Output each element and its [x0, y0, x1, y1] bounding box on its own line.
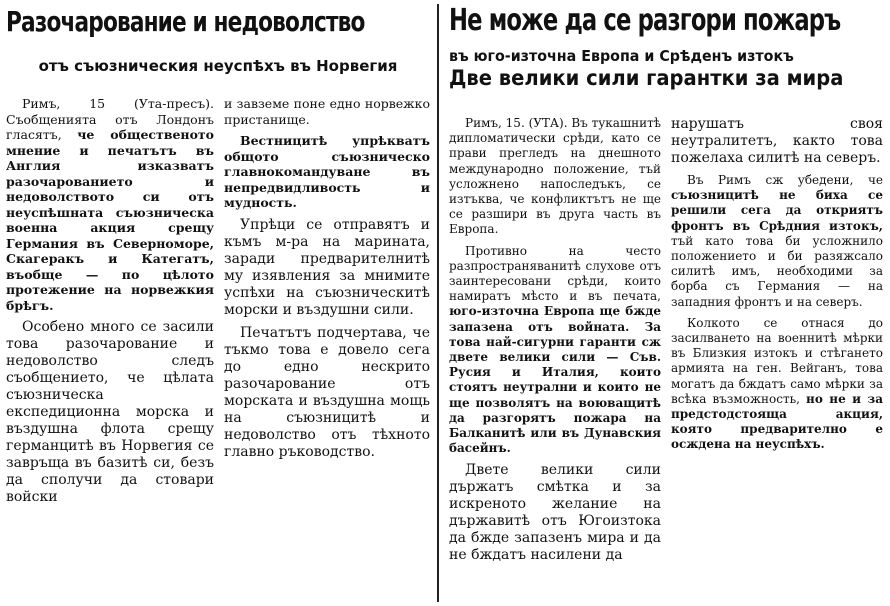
paragraph: Упрѣци се отправятъ и къмъ м-ра на марината, заради предварителнитѣ му изявления за мнимите успѣхи на съюзническитѣ морски и въздушни сили. [224, 216, 430, 318]
headline: Не може да се разгори пожаръ [449, 3, 841, 38]
text-column-2 [671, 116, 883, 564]
bold-text: че общественото мнение и печатътъ въ Англия изказватъ разочарованието и недоволството си отъ неуспѣшната съюзническа военна акция срещу Германия въ Северноморе, Скагеракъ и Категатъ, въобще — по цѣлото протежение на норвежкия брѣгъ. [6, 127, 214, 313]
text-column-1 [449, 116, 661, 564]
subheadline: отъ съюзническия неуспѣхъ въ Норвегия [38, 57, 398, 75]
article-body [6, 96, 430, 506]
bold-text: юго-източна Европа ще бжде запазена отъ войната. За това най-сигурни гаранти сж двете велики сили — Съв. Русия и Италия, които стоятъ неутрални и които не ще позволятъ на воюващитѣ да разгорятъ пожара на Балканитѣ или въ Дунавския басейнъ. [449, 304, 661, 456]
article-body [449, 116, 885, 564]
paragraph [671, 173, 883, 310]
paragraph [6, 96, 214, 313]
bold-text: но не и за предстодстояща акция, която предварително е осждена на неуспѣхъ. [671, 391, 883, 452]
subheadline-secondary: Две велики сили гарантки за мира [449, 65, 844, 90]
headline: Разочарование и недоволство [6, 5, 365, 38]
paragraph: Печатътъ подчертава, че тъкмо това е довело сега до едно нескрито разочарование отъ морската и въздушна мощь на съюзницитѣ и недоволство отъ тѣхното главно ръководство. [224, 324, 430, 460]
dateline-text: Римъ, 15 (Ута-пресъ). Съобщенията отъ Лондонъ гласятъ, [6, 96, 214, 142]
paragraph-text: Колкото се отнася до засилването на военнитѣ мѣрки въ Близкия изтокъ и стѣгането армията на ген. Вейганъ, това могатъ да бждатъ само мѣрки за всѣка възможность, [671, 315, 883, 406]
bold-text: съюзницитѣ не биха се решили сега да откриятъ фронтъ въ Срѣдния изтокъ, [671, 188, 883, 233]
article-disappointment [6, 0, 430, 505]
paragraph-text: Противно на често разпространяванитѣ слухове отъ заинтересовани срѣди, които намиратъ мѣсто и въ печата, [449, 243, 661, 304]
bold-paragraph: Вестницитѣ упрѣкватъ общото съюзническо главнокомандуване въ непредвидливость и мудность. [224, 133, 430, 210]
text-column-1 [6, 96, 214, 506]
paragraph: нарушатъ своя неутралитетъ, както това пожелаха силитѣ на северъ. [671, 116, 883, 166]
article-no-fire [449, 0, 885, 564]
paragraph: Двете велики сили държатъ смѣтка и за искреното желание на държавитѣ отъ Югоизтока да бжде запазенъ мира и да не бждатъ насилени да [449, 462, 661, 564]
column-divider [437, 4, 439, 602]
paragraph: Особено много се засили това разочарование и недоволство следъ съобщението, че цѣлата съюзническа експедиционна морска и въздушна флота срещу германцитѣ въ Норвегия се завръща въ базитѣ си, безъ да сполучи да стовари войски [6, 319, 214, 505]
paragraph: и завземе поне едно норвежко пристанище. [224, 96, 430, 127]
paragraph-text: Въ Римъ сж убедени, че [687, 173, 883, 187]
paragraph [449, 244, 661, 457]
paragraph [671, 316, 883, 453]
paragraph-text: тъй като това би усложнило положението и би разяжсало силитѣ имъ, необходими за борба съ Германия — на западния фронтъ и на северъ. [671, 233, 883, 309]
subheadline: въ юго-източна Европа и Срѣденъ изтокъ [449, 47, 794, 65]
paragraph: Римъ, 15. (УТА). Въ тукашнитѣ дипломатически срѣди, като се прави прегледъ на днешното международно положение, тъй усложнено напоследъкъ, се изтъква, че конфликтътъ не ще се разшири въ друга часть въ Европа. [449, 116, 661, 237]
text-column-2 [224, 96, 430, 506]
